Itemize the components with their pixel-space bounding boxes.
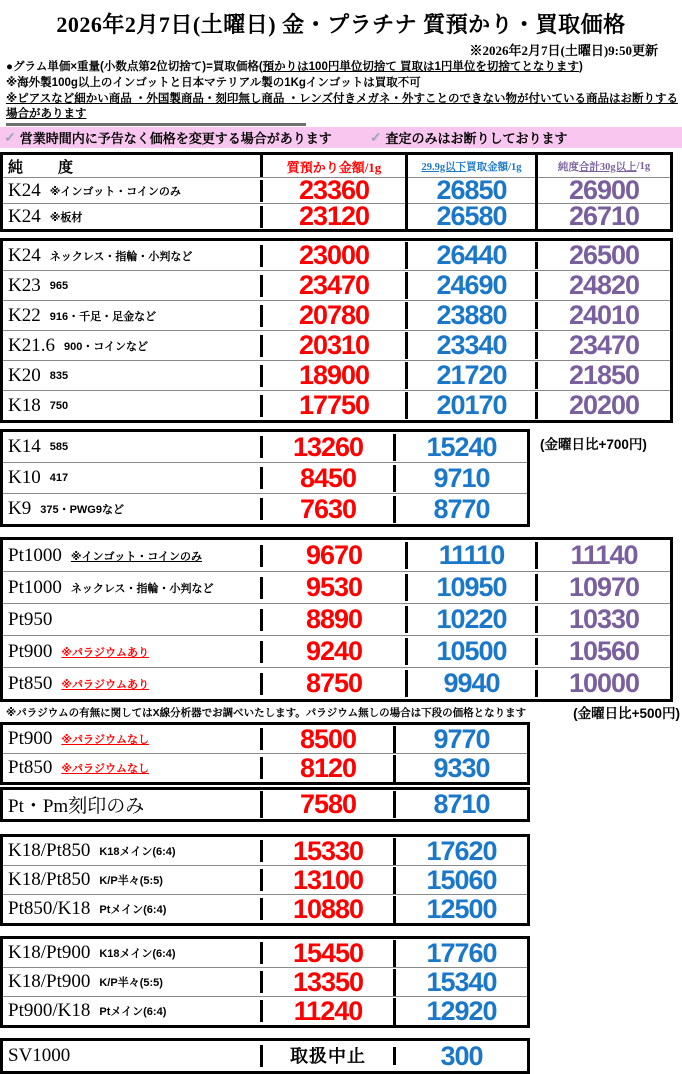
buy-price-30plus: 23470 [568, 332, 640, 359]
banner-item-price-change [4, 128, 332, 147]
buy-price-30plus: 24010 [568, 302, 640, 329]
buy-price-under30: 26580 [408, 203, 538, 230]
friday-diff-platinum-note: (金曜日比+500円) [573, 706, 680, 721]
purity-label [3, 498, 263, 520]
buy-price-under30: 17760 [426, 939, 497, 967]
banner-item-label: 営業時間内に予告なく価格を変更する場合があります [19, 131, 332, 146]
pawn-price: 23470 [263, 272, 408, 299]
purity-label [3, 467, 263, 489]
purity-label [3, 1000, 263, 1022]
pawn-price: 13100 [263, 867, 396, 894]
pawn-price: 18900 [263, 362, 408, 389]
pawn-price: 10880 [263, 896, 396, 923]
pawn-price: 23000 [263, 242, 408, 269]
table-row [3, 432, 527, 462]
pawn-price: 15330 [263, 838, 396, 865]
buy-price-30plus: 10560 [568, 638, 640, 665]
purity-note: 835 [49, 369, 69, 382]
buy-price-30plus: 26500 [568, 242, 640, 269]
check-icon: ✓ [4, 129, 16, 145]
buy-price-under30: 23880 [408, 302, 538, 329]
table-row [3, 462, 527, 493]
header-pre: 純度 [557, 161, 579, 173]
purity-note: Ptメイン(6:4) [99, 904, 167, 916]
purity-label [3, 898, 263, 920]
purity-code: K10 [8, 467, 41, 488]
purity-code: K14 [8, 436, 41, 457]
buy-price-under30: 15340 [426, 968, 497, 996]
table-row [3, 996, 527, 1025]
buy-price-30plus: 26900 [568, 177, 640, 204]
buy-price-under30: 23340 [408, 332, 538, 359]
table-row [3, 725, 527, 753]
purity-label [3, 971, 263, 993]
purity-code: Pt900 [8, 640, 53, 662]
page-title: 2026年2月7日(土曜日) 金・プラチナ 質預かり・買取価格 [56, 12, 626, 37]
table-row [3, 967, 527, 996]
purity-code: K18/Pt900 [8, 971, 91, 992]
purity-code: Pt950 [8, 608, 53, 630]
purity-label [3, 869, 263, 891]
pawn-price: 23360 [263, 177, 408, 204]
buy-price-30plus: 24820 [568, 272, 640, 299]
purity-code: K18/Pt850 [8, 840, 91, 861]
header-underlined: 合計30g以上 [578, 161, 637, 173]
table-k18-pt850-mix [0, 834, 530, 926]
purity-label [3, 840, 263, 862]
buy-price-under30: 11110 [408, 542, 538, 569]
table-row [3, 894, 527, 923]
buy-price-under30: 12920 [426, 997, 497, 1025]
buy-price-under30: 26850 [408, 177, 538, 204]
buy-price-30plus: 10970 [568, 574, 640, 601]
table-row [3, 330, 670, 360]
table-row [3, 837, 527, 865]
purity-note: 375・PWG9など [40, 504, 124, 516]
purity-label [3, 305, 263, 327]
buy-price-under30: 21720 [408, 362, 538, 389]
purity-code: Pt850/K18 [8, 898, 91, 919]
header-rest: 買取金額/1g [466, 161, 522, 173]
divider [6, 123, 306, 126]
table-row [3, 300, 670, 330]
table-row [3, 635, 670, 667]
note-unit-price [0, 59, 682, 75]
pawn-price: 8750 [263, 670, 408, 697]
table-row [3, 753, 527, 782]
purity-note: K18メイン(6:4) [99, 948, 176, 960]
purity-label [3, 942, 263, 964]
purity-note: ※板材 [49, 211, 83, 224]
purity-note: ※パラジウムなし [61, 734, 149, 746]
purity-note: 900・コインなど [63, 340, 149, 353]
pawn-price: 8120 [263, 755, 396, 782]
purity-label [3, 335, 263, 357]
purity-label [3, 1045, 263, 1067]
pawn-price: 7630 [263, 496, 396, 523]
pawn-price: 7580 [263, 791, 396, 818]
purity-code: Pt1000 [8, 544, 62, 566]
column-header-buy-30plus [538, 155, 670, 177]
note-refusal: ※ピアスなど細かい商品 ・外国製商品・刻印無し商品 ・レンズ付きメガネ・外すことのできない物が付いている商品はお断りする場合があります [6, 93, 678, 120]
purity-note: 750 [49, 399, 69, 412]
table-row [3, 603, 670, 635]
purity-note: 585 [49, 441, 69, 453]
table-row [3, 177, 670, 203]
table-row [3, 270, 670, 300]
buy-price-under30: 9940 [408, 670, 538, 697]
purity-label [3, 436, 263, 458]
purity-note: ネックレス・指輪・小判など [70, 582, 214, 595]
buy-price-under30: 10220 [408, 606, 538, 633]
purity-code: Pt・Pm刻印のみ [8, 796, 145, 817]
purity-label [3, 180, 263, 202]
buy-price-under30: 9330 [433, 754, 490, 782]
table-row [3, 790, 527, 819]
buy-price-under30: 10950 [408, 574, 538, 601]
buy-price-under30: 24690 [408, 272, 538, 299]
notice-banner [0, 127, 682, 148]
purity-label [3, 577, 263, 599]
table-platinum-no-palladium [0, 722, 530, 785]
buy-price-30plus: 11140 [570, 542, 638, 569]
banner-item-label: 査定のみはお断りしております [385, 131, 568, 146]
purity-label [3, 206, 263, 228]
table-row [3, 1041, 527, 1071]
purity-note: K/P半々(5:5) [99, 875, 163, 887]
check-icon: ✓ [369, 129, 382, 145]
purity-code: Pt1000 [8, 576, 62, 598]
table-row [3, 493, 527, 524]
purity-label [3, 365, 263, 387]
purity-note: ※パラジウムあり [61, 646, 149, 659]
buy-price-under30: 15240 [426, 433, 497, 461]
purity-note: Ptメイン(6:4) [99, 1006, 167, 1018]
header-underlined: 29.9g以下 [421, 161, 467, 173]
table-row [3, 241, 670, 270]
table-row [3, 939, 527, 967]
purity-code: Pt900 [8, 728, 53, 749]
buy-price-under30: 9710 [433, 464, 490, 492]
buy-price-30plus: 10000 [568, 670, 640, 697]
buy-price-under30: 10500 [408, 638, 538, 665]
gold-low-karat-block [0, 429, 682, 527]
purity-note: ネックレス・指輪・小判など [49, 250, 193, 263]
purity-code: Pt900/K18 [8, 1000, 91, 1021]
buy-price-under30: 17620 [426, 837, 497, 865]
column-header-buy-under30 [408, 155, 538, 177]
table-row [3, 360, 670, 390]
purity-note: ※パラジウムなし [61, 763, 149, 775]
table-pt-pm-hallmark [0, 787, 530, 822]
banner-item-appraisal [370, 128, 568, 147]
purity-code: K18/Pt850 [8, 869, 91, 890]
updated-timestamp: ※2026年2月7日(土曜日)9:50更新 [469, 43, 658, 58]
pawn-price: 8450 [263, 465, 396, 492]
table-k18-pt900-mix [0, 936, 530, 1028]
purity-note: K18メイン(6:4) [99, 846, 176, 858]
purity-code: K23 [8, 274, 41, 296]
pawn-price: 8890 [263, 606, 408, 633]
pawn-price: 9670 [263, 542, 408, 569]
purity-code: K9 [8, 498, 32, 519]
pawn-price: 20780 [263, 302, 408, 329]
purity-label [3, 275, 263, 297]
palladium-note-row [0, 702, 682, 722]
purity-label [3, 609, 263, 631]
purity-code: K24 [8, 179, 41, 201]
purity-code: K24 [8, 244, 41, 266]
purity-code: K21.6 [8, 334, 55, 356]
table-gold-low-karat [0, 429, 530, 527]
buy-price-under30: 8770 [433, 495, 490, 523]
purity-label [3, 395, 263, 417]
buy-price-under30: 8710 [433, 791, 490, 818]
pawn-price: 20310 [263, 332, 408, 359]
palladium-note: ※パラジウムの有無に関してはX線分析器でお調べいたします。パラジウム無しの場合は下段の価格となります [6, 706, 527, 719]
pawn-price: 8500 [263, 726, 396, 753]
pawn-price: 15450 [263, 940, 396, 967]
purity-label [3, 245, 263, 267]
buy-price-under30: 26440 [408, 242, 538, 269]
buy-price-30plus: 21850 [568, 362, 640, 389]
table-gold-main [0, 238, 673, 423]
table-row [3, 667, 670, 699]
purity-label [3, 673, 263, 695]
table-row [3, 571, 670, 603]
purity-label [3, 728, 263, 750]
buy-price-under30: 15060 [426, 866, 497, 894]
pawn-price: 17750 [263, 392, 408, 419]
purity-note: ※インゴット・コインのみ [70, 550, 203, 563]
pawn-price: 13350 [263, 969, 396, 996]
pawn-price: 9240 [263, 638, 408, 665]
buy-price-30plus: 20200 [568, 392, 640, 419]
purity-code: K22 [8, 304, 41, 326]
column-header-pawn: 質預かり金額/1g [263, 155, 408, 177]
table-silver [0, 1038, 530, 1074]
purity-note: 916・千足・足金など [49, 310, 157, 323]
purity-code: K18 [8, 394, 41, 416]
pawn-price-discontinued: 取扱中止 [263, 1047, 396, 1065]
table-row [3, 203, 670, 229]
table-row [3, 540, 670, 571]
pawn-price: 23120 [263, 203, 408, 230]
pawn-price: 13260 [263, 434, 396, 461]
buy-price-30plus: 26710 [568, 203, 640, 230]
purity-label [3, 545, 263, 567]
buy-price-under30: 300 [440, 1042, 483, 1070]
table-k24-top [0, 152, 673, 232]
purity-note: ※インゴット・コインのみ [49, 185, 181, 198]
purity-note: ※パラジウムあり [61, 678, 149, 691]
purity-note: 417 [49, 472, 69, 484]
note1-post: ) [578, 61, 583, 73]
purity-code: Pt850 [8, 757, 53, 778]
friday-diff-gold-note: (金曜日比+700円) [540, 437, 647, 452]
note1-underlined: 預かりは100円単位切捨て 買取は1円単位を切捨てとなります [262, 61, 579, 73]
purity-note: K/P半々(5:5) [99, 977, 163, 989]
purity-code: K24 [8, 205, 41, 227]
purity-label [3, 641, 263, 663]
pawn-price: 11240 [263, 998, 396, 1025]
table-row [3, 390, 670, 420]
table-platinum [0, 537, 673, 702]
table-row [3, 865, 527, 894]
column-header-purity: 純 度 [3, 155, 263, 177]
purity-note: 965 [49, 279, 69, 292]
header-rest: /1g [636, 160, 651, 172]
buy-price-under30: 12500 [426, 895, 497, 923]
buy-price-under30: 9770 [433, 725, 490, 753]
note-ingot: ※海外製100g以上のインゴットと日本マテリアル製の1Kgインゴットは買取不可 [6, 77, 421, 89]
purity-code: K20 [8, 364, 41, 386]
purity-label [3, 791, 263, 818]
purity-label [3, 757, 263, 779]
purity-code: Pt850 [8, 672, 53, 694]
purity-code: K18/Pt900 [8, 942, 91, 963]
table-header-row [3, 155, 670, 177]
buy-price-30plus: 10330 [568, 606, 640, 633]
note1-pre: ●グラム単価×重量(小数点第2位切捨て)=買取価格( [6, 61, 263, 73]
purity-code: SV1000 [8, 1045, 71, 1066]
pawn-price: 9530 [263, 574, 408, 601]
buy-price-under30: 20170 [408, 392, 538, 419]
